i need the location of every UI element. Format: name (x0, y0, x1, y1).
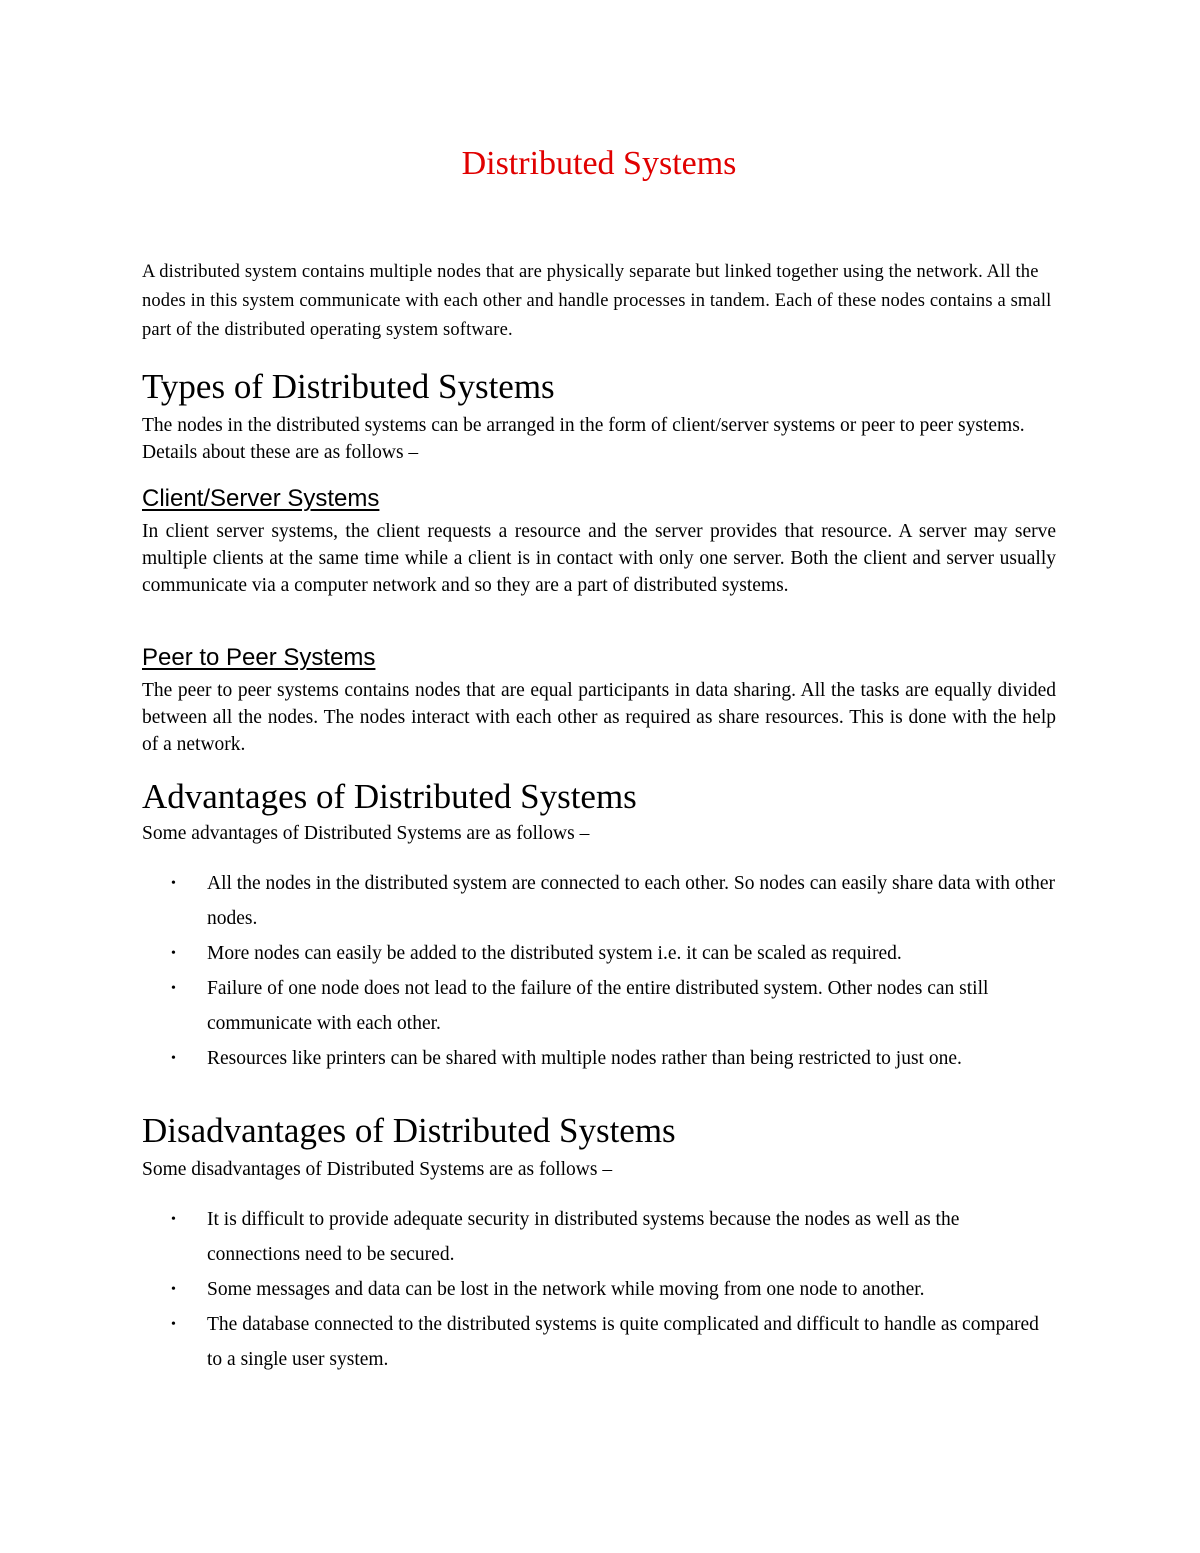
list-item: • The database connected to the distributed systems is quite complicated and difficult to handle as compared to a single user system. (142, 1307, 1056, 1377)
client-server-heading: Client/Server Systems (142, 485, 380, 512)
bullet-icon: • (171, 876, 176, 891)
bullet-icon: • (171, 946, 176, 961)
types-heading: Types of Distributed Systems (142, 367, 555, 406)
page-title: Distributed Systems (461, 145, 737, 182)
list-item: • Failure of one node does not lead to the failure of the entire distributed system. Other nodes can still communicate with each other. (142, 971, 1056, 1041)
disadvantages-list (142, 1202, 1056, 1377)
bullet-icon: • (171, 1051, 176, 1066)
disadvantages-intro: Some disadvantages of Distributed Systems are as follows – (142, 1159, 613, 1180)
disadvantages-heading: Disadvantages of Distributed Systems (142, 1111, 676, 1150)
client-server-paragraph: In client server systems, the client requests a resource and the server provides that resource. A server may serve multiple clients at the same time while a client is in contact with only one server. Both the client and server usually communicate via a computer network and so they are a part of distributed systems. (142, 521, 1056, 596)
peer-to-peer-paragraph: The peer to peer systems contains nodes that are equal participants in data sharing. All the tasks are equally divided between all the nodes. The nodes interact with each other as required as share resources. This is done with the help of a network. (142, 680, 1056, 755)
bullet-icon: • (171, 981, 176, 996)
list-item: • More nodes can easily be added to the distributed system i.e. it can be scaled as required. (142, 936, 1056, 971)
bullet-icon: • (171, 1282, 176, 1297)
intro-paragraph: A distributed system contains multiple nodes that are physically separate but linked together using the network. All the nodes in this system communicate with each other and handle processes in tandem. Each of these nodes contains a small part of the distributed operating system software. (142, 262, 1052, 340)
list-item: • Some messages and data can be lost in the network while moving from one node to another. (142, 1272, 1056, 1307)
advantages-intro: Some advantages of Distributed Systems are as follows – (142, 823, 590, 844)
advantages-heading: Advantages of Distributed Systems (142, 777, 637, 816)
peer-to-peer-heading: Peer to Peer Systems (142, 644, 376, 671)
bullet-icon: • (171, 1317, 176, 1332)
bullet-icon: • (171, 1212, 176, 1227)
list-item: • Resources like printers can be shared with multiple nodes rather than being restricted to just one. (142, 1041, 1056, 1076)
list-item: • It is difficult to provide adequate security in distributed systems because the nodes as well as the connections need to be secured. (142, 1202, 1056, 1272)
advantages-list (142, 866, 1056, 1076)
types-paragraph: The nodes in the distributed systems can be arranged in the form of client/server systems or peer to peer systems. Details about these are as follows – (142, 415, 1025, 463)
list-item: • All the nodes in the distributed system are connected to each other. So nodes can easily share data with other nodes. (142, 866, 1056, 936)
